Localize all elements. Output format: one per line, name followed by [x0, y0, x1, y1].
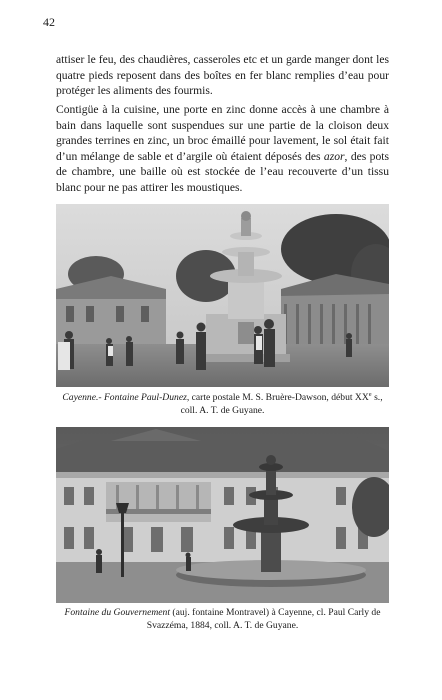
caption-superscript: e — [368, 390, 372, 398]
figure-caption-2 — [56, 607, 389, 632]
paragraph-text: Contigüe à la cuisine, une porte en zinc donne accès à une chambre à bain dans laquelle sont suspendues sur une partie de la cloison deux grandes terrines en zinc, un broc émaillé pour lavement, le sol était fait d’un mélange de sable et d’argile où étaient déposés des — [56, 103, 389, 163]
caption-text-end: s., coll. A. T. de Guyane. — [180, 392, 383, 416]
paragraph-text: , des pots de chambre, une baille où est stockée de l’eau recouverte d’un tissu blanc pour ne pas attirer les moustiques. — [56, 149, 389, 194]
photo-fontaine-paul-dunez — [56, 204, 389, 387]
page-number: 42 — [43, 15, 55, 29]
paragraph-bathroom — [56, 102, 389, 196]
caption-title: Cayenne.- Fontaine Paul-Dunez — [62, 392, 187, 403]
paragraph-kitchen: attiser le feu, des chaudières, casseroles etc et un garde manger dont les quatre pieds reposent dans des boîtes en fer blanc remplies d’eau pour protéger les aliments des fourmis. — [56, 53, 389, 98]
figure-caption-1 — [56, 392, 389, 417]
caption-text: , carte postale M. S. Bruère-Dawson, début XX — [186, 392, 369, 403]
caption-text: (auj. fontaine Montravel) à Cayenne, cl. Paul Carly de Svazzéma, 1884, coll. A. T. de Guyane. — [146, 607, 381, 631]
photo-fontaine-du-gouvernement — [56, 427, 389, 603]
caption-title: Fontaine du Gouvernement — [64, 607, 171, 618]
italic-term-azor: azor — [323, 149, 345, 163]
